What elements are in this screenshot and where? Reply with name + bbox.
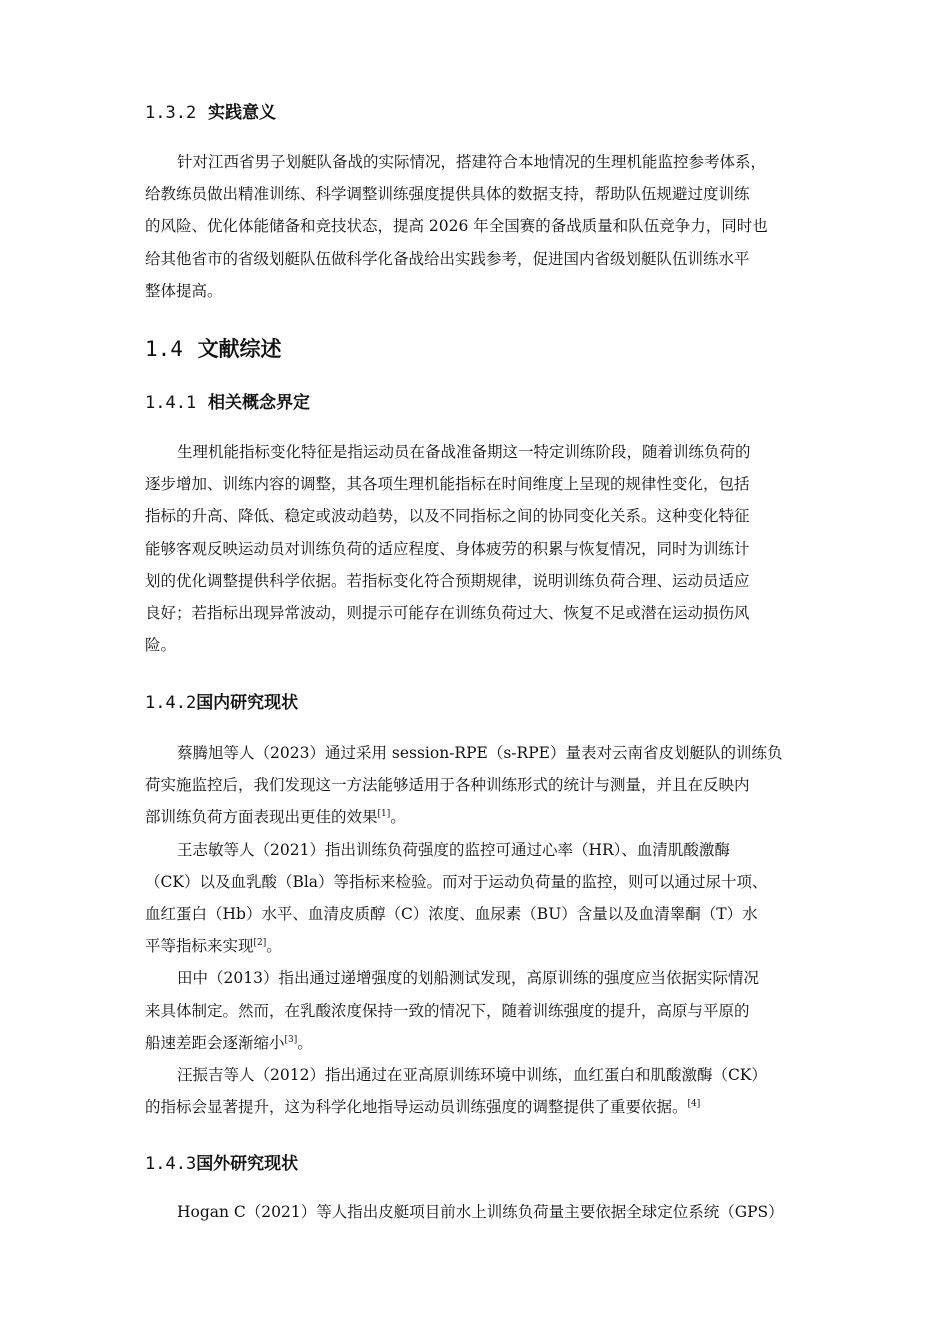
- text-line: 给其他省市的省级划艇队伍做科学化备战给出实践参考，促进国内省级划艇队伍训练水平: [145, 249, 750, 268]
- text-fragment: 。: [297, 1033, 313, 1052]
- text-line: 荷实施监控后，我们发现这一方法能够适用于各种训练形式的统计与测量，并且在反映内: [145, 776, 750, 795]
- text-line-with-citation: [145, 1091, 782, 1123]
- text-line: 血红蛋白（Hb）水平、血清皮质醇（C）浓度、血尿素（BU）含量以及血清睾酮（T）水: [145, 904, 758, 923]
- section-heading-1-4-2: [145, 688, 298, 713]
- section-title: 实践意义: [208, 103, 277, 123]
- citation-ref-4: [4]: [687, 1098, 701, 1109]
- text-line: 划的优化调整提供科学依据。若指标变化符合预期规律，说明训练负荷合理、运动员适应: [145, 571, 750, 590]
- section-heading-1-4-1: [145, 388, 310, 413]
- text-line: 田中（2013）指出通过递增强度的划船测试发现，高原训练的强度应当依据实际情况: [177, 969, 759, 988]
- text-fragment: 的指标会显著提升，这为科学化地指导运动员训练强度的调整提供了重要依据。: [145, 1098, 688, 1117]
- citation-ref-3: [3]: [284, 1034, 298, 1045]
- text-line: 的风险、优化体能储备和竞技状态，提高 2026 年全国赛的备战质量和队伍竞争力，同时也: [145, 217, 768, 236]
- section-heading-1-3-2: [145, 98, 276, 123]
- text-fragment: 平等指标来实现: [145, 937, 254, 956]
- text-line: 针对江西省男子划艇队备战的实际情况，搭建符合本地情况的生理机能监控参考体系，: [177, 153, 767, 171]
- paragraph-foreign-research: [145, 1196, 784, 1228]
- text-line-with-citation: [145, 1027, 782, 1059]
- section-number: 1.4.3: [145, 1154, 197, 1174]
- text-line: 蔡腾旭等人（2023）通过采用 session-RPE（s-RPE）量表对云南省皮划艇队的训练负: [177, 744, 783, 762]
- text-line-with-citation: [145, 930, 782, 962]
- text-line: 来具体制定。然而，在乳酸浓度保持一致的情况下，随着训练强度的提升，高原与平原的: [145, 1001, 750, 1020]
- section-title: 文献综述: [197, 337, 282, 361]
- paragraph-concept-definition: [145, 436, 751, 661]
- section-number: 1.4: [145, 337, 183, 361]
- section-title: 国内研究现状: [196, 693, 299, 713]
- citation-ref-2: [2]: [253, 937, 267, 948]
- text-fragment: 部训练负荷方面表现出更佳的效果: [145, 808, 378, 827]
- text-line: 生理机能指标变化特征是指运动员在备战准备期这一特定训练阶段，随着训练负荷的: [177, 443, 751, 461]
- domestic-research-block: [145, 737, 782, 1123]
- section-number: 1.3.2: [145, 103, 197, 123]
- section-title: 相关概念界定: [208, 393, 311, 413]
- section-heading-1-4-3: [145, 1149, 298, 1174]
- text-line: 良好；若指标出现异常波动，则提示可能存在训练负荷过大、恢复不足或潜在运动损伤风: [145, 603, 750, 622]
- text-line-with-citation: [145, 801, 782, 833]
- text-line: 逐步增加、训练内容的调整，其各项生理机能指标在时间维度上呈现的规律性变化，包括: [145, 475, 750, 494]
- paragraph-practical-significance: [145, 146, 768, 307]
- text-line: 汪振吉等人（2012）指出通过在亚高原训练环境中训练，血红蛋白和肌酸激酶（CK）: [177, 1065, 767, 1084]
- citation-ref-1: [1]: [377, 809, 391, 820]
- text-line: Hogan C（2021）等人指出皮艇项目前水上训练负荷量主要依据全球定位系统（GPS）: [177, 1203, 784, 1221]
- text-fragment: 船速差距会逐渐缩小: [145, 1033, 285, 1052]
- text-line: （CK）以及血乳酸（Bla）等指标来检验。而对于运动负荷量的监控，则可以通过尿十项、: [145, 872, 768, 891]
- section-heading-1-4: [145, 333, 282, 363]
- section-number: 1.4.2: [145, 693, 197, 713]
- text-line: 险。: [145, 636, 177, 655]
- text-line: 指标的升高、降低、稳定或波动趋势，以及不同指标之间的协同变化关系。这种变化特征: [145, 507, 750, 526]
- section-title: 国外研究现状: [196, 1154, 299, 1174]
- text-line: 给教练员做出精准训练、科学调整训练强度提供具体的数据支持，帮助队伍规避过度训练: [145, 185, 750, 204]
- text-fragment: 。: [266, 937, 282, 956]
- text-fragment: 。: [390, 808, 406, 827]
- text-line: 整体提高。: [145, 281, 223, 300]
- section-number: 1.4.1: [145, 393, 197, 413]
- text-line: 王志敏等人（2021）指出训练负荷强度的监控可通过心率（HR）、血清肌酸激酶: [177, 840, 730, 859]
- text-line: 能够客观反映运动员对训练负荷的适应程度、身体疲劳的积累与恢复情况，同时为训练计: [145, 539, 750, 558]
